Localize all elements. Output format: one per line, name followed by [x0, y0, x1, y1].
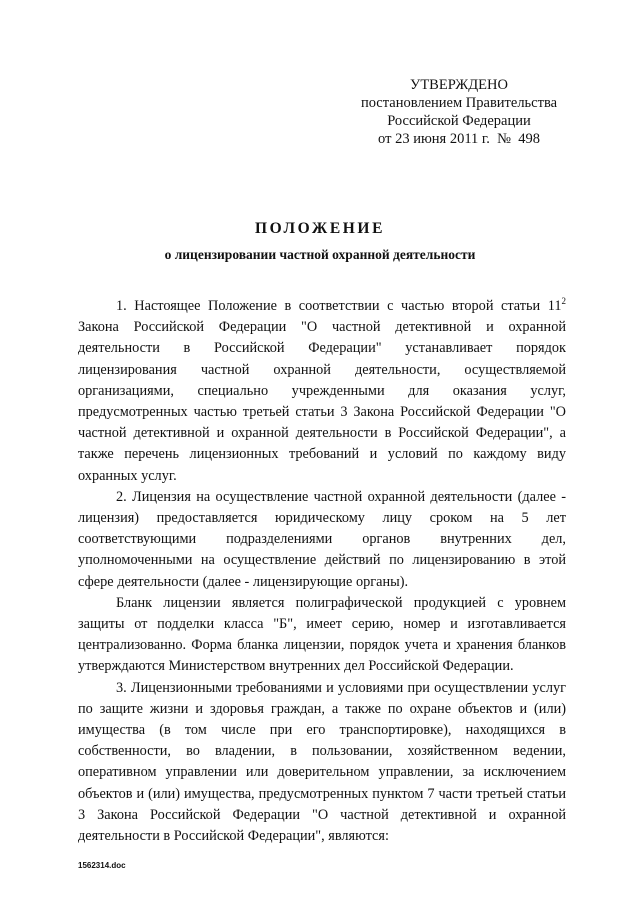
approval-stamp	[300, 76, 618, 148]
approval-date-number: от 23 июня 2011 г. № 498	[378, 131, 540, 147]
paragraph-4: 3. Лицензионными требованиями и условиями при осуществлении услуг по защите жизни и здоровья граждан, а также по охране объектов и (или) имущества (в том числе при его транспортировке), находящихся в собственности, во владении, в пользовании, хозяйственном ведении, оперативном управлении или доверительном управлении, за исключением объектов и (или) имущества, предусмотренных пунктом 7 части третьей статьи 3 Закона Российской Федерации "О частной детективной и охранной деятельности в Российской Федерации", являются:	[78, 679, 566, 845]
document-body	[78, 296, 566, 847]
approval-country: Российской Федерации	[387, 113, 531, 129]
approval-authority: постановлением Правительства	[360, 95, 558, 111]
paragraph-1-rest: Закона Российской Федерации "О частной детективной и охранной деятельности в Российской Федерации" устанавливает порядок лицензирования частной охранной деятельности, осуществляемой организациями, специально учрежденными для оказания услуг, предусмотренных частью третьей статьи 3 Закона Российской Федерации "О частной детективной и охранной деятельности в Российской Федерации", а также перечень лицензионных требований и условий по каждому виду охранных услуг.	[78, 319, 566, 484]
file-name-footer: 1562314.doc	[78, 861, 126, 870]
paragraph-3: Бланк лицензии является полиграфической продукцией с уровнем защиты от подделки класса "Б", имеет серию, номер и изготавливается централизованно. Форма бланка лицензии, порядок учета и хранения бланков утверждаются Министерством внутренних дел Российской Федерации.	[78, 594, 566, 675]
paragraph-1	[78, 296, 566, 487]
approval-heading: УТВЕРЖДЕНО	[410, 77, 508, 93]
paragraph-1-start: 1. Настоящее Положение в соответствии с частью второй статьи 11	[116, 298, 562, 314]
article-superscript: 2	[561, 296, 566, 306]
document-title: ПОЛОЖЕНИЕ	[254, 220, 386, 237]
document-subtitle: о лицензировании частной охранной деятельности	[164, 247, 476, 262]
paragraph-2: 2. Лицензия на осуществление частной охранной деятельности (далее - лицензия) предоставляется юридическому лицу сроком на 5 лет соответствующими подразделениями органов внутренних дел, уполномоченными на осуществление действий по лицензированию в этой сфере деятельности (далее - лицензирующие органы).	[78, 488, 566, 590]
